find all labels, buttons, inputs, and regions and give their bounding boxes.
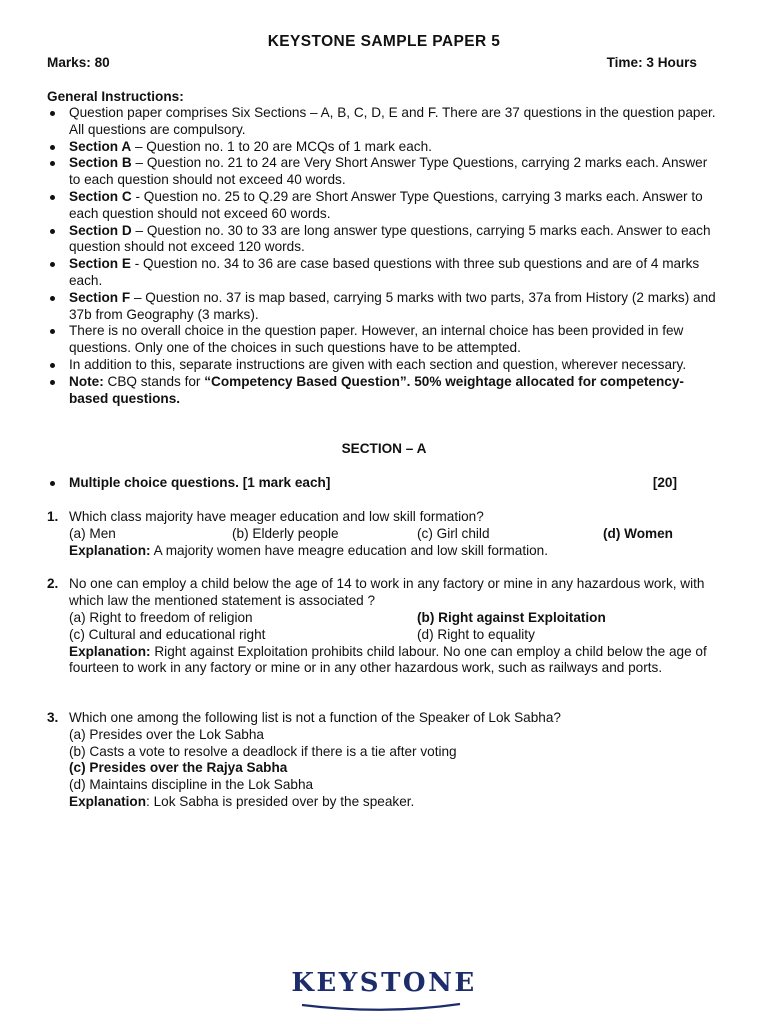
paper-title: KEYSTONE SAMPLE PAPER 5 — [267, 33, 501, 50]
option-a: (a) Men — [69, 525, 116, 541]
marks-label: Marks: 80 — [47, 55, 110, 70]
logo-wordmark: KEYSTONE — [291, 968, 477, 998]
logo-swoosh-icon — [300, 1001, 468, 1013]
option-c: (c) Cultural and educational right — [69, 626, 266, 642]
mcq-marks: [20] — [652, 475, 677, 490]
instruction-item: Question paper comprises Six Sections – A, B, C, D, E and F. There are 37 questions in the question paper. All questions are compulsory. — [47, 105, 719, 139]
question-text: Which one among the following list is not a function of the Speaker of Lok Sabha? — [69, 710, 561, 725]
question-options-row-2 — [69, 627, 719, 644]
option-a: (a) Presides over the Lok Sabha — [69, 726, 264, 742]
question-text: Which class majority have meager education and low skill formation? — [69, 509, 484, 524]
question-3 — [47, 710, 719, 811]
instruction-item: Section A – Question no. 1 to 20 are MCQs of 1 mark each. — [47, 139, 719, 156]
question-text: No one can employ a child below the age of 14 to work in any factory or mine in any hazardous work, with which law the mentioned statement is associated ? — [69, 576, 705, 608]
time-label: Time: 3 Hours — [606, 55, 697, 70]
option-d: (d) Maintains discipline in the Lok Sabha — [69, 777, 314, 793]
question-number: 2. — [47, 576, 59, 591]
bullet — [50, 481, 55, 486]
explanation: Explanation: A majority women have meagre education and low skill formation. — [69, 542, 549, 558]
question-options-row-1 — [69, 610, 719, 627]
question-1 — [47, 509, 719, 560]
option-a: (a) Right to freedom of religion — [69, 609, 253, 625]
instruction-item: Section B – Question no. 21 to 24 are Very Short Answer Type Questions, carrying 2 marks each. Answer to each question should not exceed 40 words. — [47, 155, 719, 189]
keystone-logo — [0, 968, 768, 998]
explanation: Explanation: Lok Sabha is presided over by the speaker. — [69, 793, 415, 809]
option-b-correct: (b) Right against Exploitation — [417, 609, 606, 625]
option-d-correct: (d) Women — [603, 525, 673, 541]
instruction-item: Section C - Question no. 25 to Q.29 are Short Answer Type Questions, carrying 3 marks each. Answer to each question should not exceed 60 words. — [47, 189, 719, 223]
explanation: Explanation: Right against Exploitation prohibits child labour. No one can employ a child below the age of fourteen to work in any factory or mine or in any other hazardous work, such as railways and ports. — [69, 643, 707, 676]
question-number: 3. — [47, 710, 59, 725]
option-b: (b) Casts a vote to resolve a deadlock if there is a tie after voting — [69, 743, 457, 759]
mcq-label: Multiple choice questions. [1 mark each] — [69, 475, 331, 490]
option-d: (d) Right to equality — [417, 626, 535, 642]
option-c-correct: (c) Presides over the Rajya Sabha — [69, 760, 288, 776]
instruction-item: There is no overall choice in the question paper. However, an internal choice has been provided in few questions. Only one of the choices in such questions have to be attempted. — [47, 323, 719, 357]
question-2 — [47, 576, 719, 677]
instructions-heading: General Instructions: — [47, 89, 184, 104]
instructions-list — [47, 105, 719, 407]
question-number: 1. — [47, 509, 59, 524]
instruction-item: Note: CBQ stands for “Competency Based Question”. 50% weightage allocated for competency-based questions. — [47, 374, 719, 408]
instruction-item: In addition to this, separate instructions are given with each section and question, wherever necessary. — [47, 357, 719, 374]
option-b: (b) Elderly people — [232, 525, 339, 541]
option-c: (c) Girl child — [417, 525, 490, 541]
instruction-item: Section E - Question no. 34 to 36 are case based questions with three sub questions and are of 4 marks each. — [47, 256, 719, 290]
section-a-heading: SECTION – A — [341, 441, 427, 456]
instruction-item: Section F – Question no. 37 is map based, carrying 5 marks with two parts, 37a from History (2 marks) and 37b from Geography (3 marks). — [47, 290, 719, 324]
paper-meta — [47, 55, 697, 72]
instruction-item: Section D – Question no. 30 to 33 are long answer type questions, carrying 5 marks each. Answer to each question should not exceed 120 words. — [47, 223, 719, 257]
question-options — [69, 526, 719, 543]
